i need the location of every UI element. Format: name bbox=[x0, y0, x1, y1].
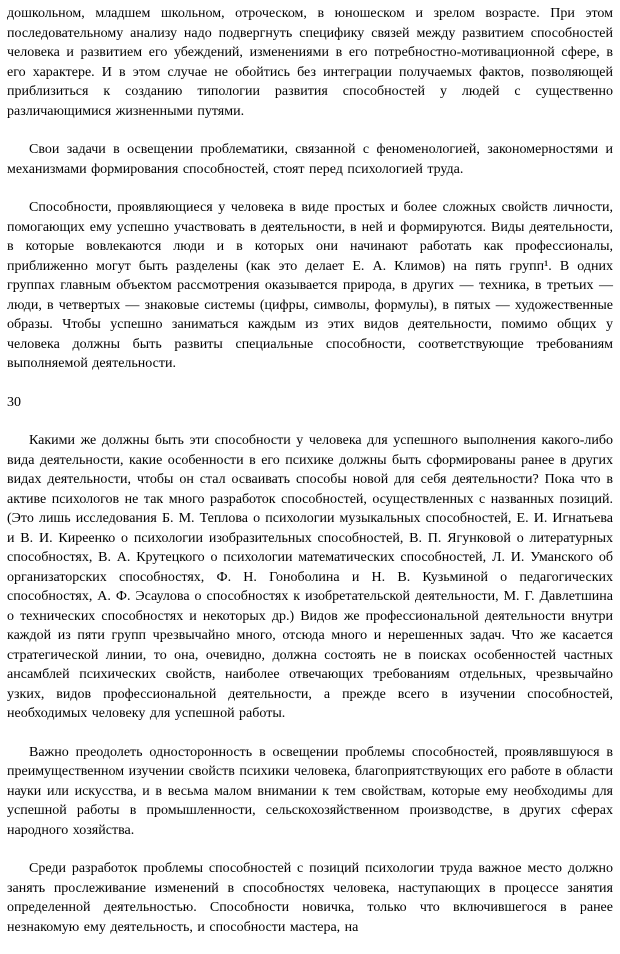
paragraph: Способности, проявляющиеся у человека в виде простых и более сложных свойств личности, помогающих ему успешно участвовать в деятельности, в ней и формируются. Виды деятельности, в которые вовлекаются люди и в которых они начинают работать как профессионалы, приближенно могут быть разделены (как это делает Е. А. Климов) на пять групп¹. В одних группах главным объектом рассмотрения оказывается природа, в других — техника, в третьих — люди, в четвертых — знаковые системы (цифры, символы, формулы), в пятых — художественные образы. Чтобы успешно заниматься каждым из этих видов деятельности, помимо общих у человека должны быть развиты специальные способности, соответствующие требованиям выполняемой деятельности. bbox=[7, 200, 613, 371]
paragraph-continuation: дошкольном, младшем школьном, отроческом, в юношеском и зрелом возрасте. При этом последовательному анализу надо подвергнуть специфику связей между развитием способностей человека и развитием его убеждений, изменениями в его потребностно-мотивационной сфере, в его характере. И в этом случае не обойтись без интеграции получаемых фактов, позволяющей приблизиться к созданию типологии развития способностей у людей с существенно различающимися жизненными путями. bbox=[7, 6, 613, 119]
paragraph: Важно преодолеть односторонность в освещении проблемы способностей, проявлявшуюся в преимущественном изучении свойств психики человека, благоприятствующих его работе в области науки или искусства, и в весьма малом внимании к тем свойствам, которые ему необходимы для успешной работы в промышленности, сельскохозяйственном производстве, в других сферах народного хозяйства. bbox=[7, 744, 613, 838]
page-number: 30 bbox=[7, 394, 21, 410]
paragraph: Свои задачи в освещении проблематики, связанной с феноменологией, закономерностями и механизмами формирования способностей, стоят перед психологией труда. bbox=[7, 142, 613, 177]
paragraph: Среди разработок проблемы способностей с позиций психологии труда важное место должно занять прослеживание изменений в способностях человека, наступающих в процессе занятия определенной деятельностью. Способности новичка, только что включившегося в ранее незнакомую ему деятельность, и способности мастера, на bbox=[7, 861, 613, 935]
paragraph: Какими же должны быть эти способности у человека для успешного выполнения какого-либо вида деятельности, какие особенности в его психике должны быть сформированы ранее в других видах деятельности, чтобы он стал осваивать способы новой для себя деятельности? Пока что в активе психологов не так много разработок способностей, осуществленных с названных позиций. (Это лишь исследования Б. М. Теплова о психологии музыкальных способностей, Е. И. Игнатьева и В. И. Киреенко о психологии изобразительных способностей, В. П. Ягунковой о литературных способностях, В. А. Крутецкого о психологии математических способностей, Л. И. Уманского об организаторских способностях, Ф. Н. Гоноболина и Н. В. Кузьминой о педагогических способностях, А. Ф. Эсаулова о способностях к изобретательской деятельности, М. Г. Давлетшина о технических способностях и некоторых др.) Видов же профессиональной деятельности внутри каждой из пяти групп чрезвычайно много, отсюда много и нерешенных задач. Что же касается стратегической линии, то она, очевидно, должна состоять не в поисках особенностей частных ансамблей психических свойств, наиболее отвечающих требованиям отдельных, чрезвычайно узких, видов профессиональной деятельности, а прежде всего в изучении способностей, необходимых человеку для успешной работы. bbox=[7, 433, 613, 721]
